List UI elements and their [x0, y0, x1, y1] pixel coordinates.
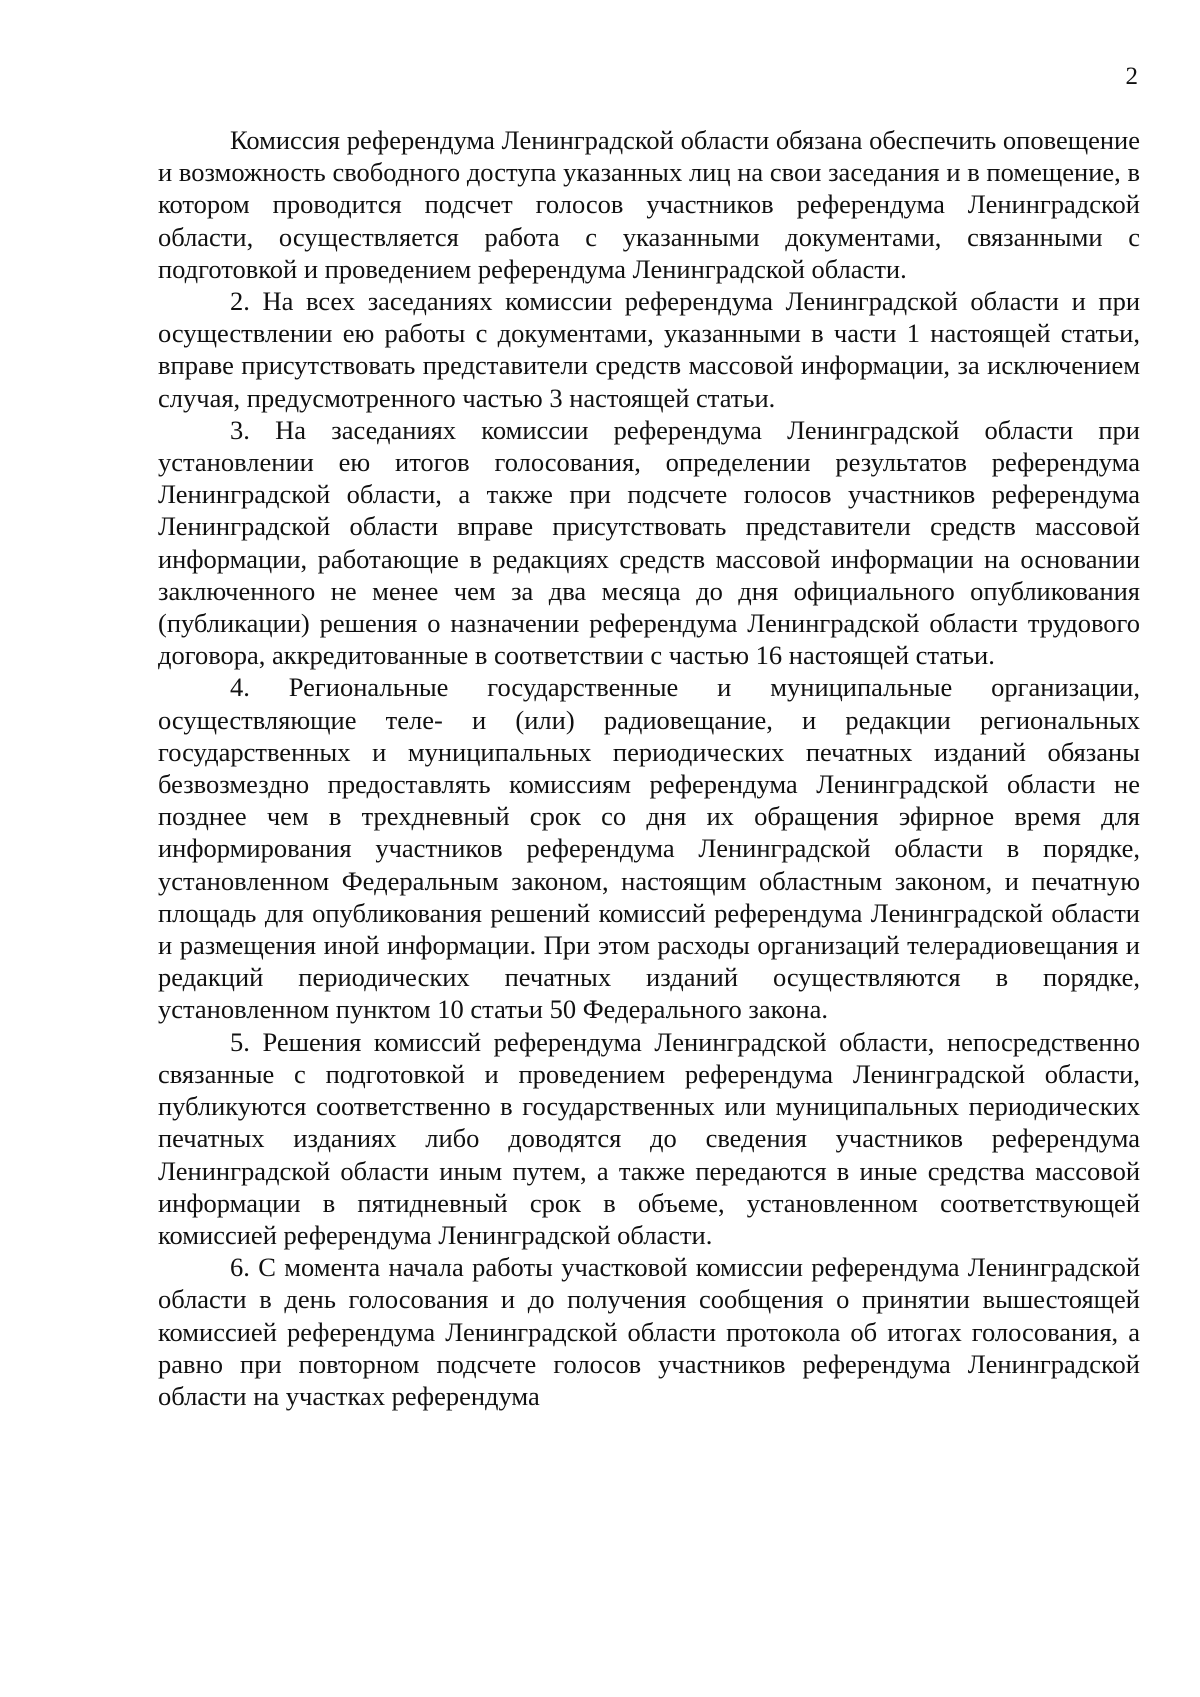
paragraph-4: 4. Региональные государственные и муниципальные организации, осуществляющие теле- и (или) радиовещание, и редакции региональных государственных и муниципальных периодических печатных изданий обязаны безвозмездно предоставлять комиссиям референдума Ленинградской области не позднее чем в трехдневный срок со дня их обращения эфирное время для информирования участников референдума Ленинградской области в порядке, установленном Федеральным законом, настоящим областным законом, и печатную площадь для опубликования решений комиссий референдума Ленинградской области и размещения иной информации. При этом расходы организаций телерадиовещания и редакций периодических печатных изданий осуществляются в порядке, установленном пунктом 10 статьи 50 Федерального закона.: [158, 672, 1140, 1025]
paragraph-6: 6. С момента начала работы участковой комиссии референдума Ленинградской области в день голосования и до получения сообщения о принятии вышестоящей комиссией референдума Ленинградской области протокола об итогах голосования, а равно при повторном подсчете голосов участников референдума Ленинградской области на участках референдума: [158, 1252, 1140, 1411]
paragraph-3: 3. На заседаниях комиссии референдума Ленинградской области при установлении ею итогов голосования, определении результатов референдума Ленинградской области, а также при подсчете голосов участников референдума Ленинградской области вправе присутствовать представители средств массовой информации, работающие в редакциях средств массовой информации на основании заключенного не менее чем за два месяца до дня официального опубликования (публикации) решения о назначении референдума Ленинградской области трудового договора, аккредитованные в соответствии с частью 16 настоящей статьи.: [158, 414, 1140, 671]
paragraph-5: 5. Решения комиссий референдума Ленинградской области, непосредственно связанные с подготовкой и проведением референдума Ленинградской области, публикуются соответственно в государственных или муниципальных периодических печатных изданиях либо доводятся до сведения участников референдума Ленинградской области иным путем, а также передаются в иные средства массовой информации в пятидневный срок в объеме, установленном соответствующей комиссией референдума Ленинградской области.: [158, 1026, 1140, 1250]
document-body: [158, 124, 1140, 1412]
page-number: 2: [1125, 63, 1138, 90]
paragraph-2: 2. На всех заседаниях комиссии референдума Ленинградской области и при осуществлении ею работы с документами, указанными в части 1 настоящей статьи, вправе присутствовать представители средств массовой информации, за исключением случая, предусмотренного частью 3 настоящей статьи.: [158, 286, 1140, 413]
paragraph-1: Комиссия референдума Ленинградской области обязана обеспечить оповещение и возможность свободного доступа указанных лиц на свои заседания и в помещение, в котором проводится подсчет голосов участников референдума Ленинградской области, осуществляется работа с указанными документами, связанными с подготовкой и проведением референдума Ленинградской области.: [158, 125, 1140, 284]
